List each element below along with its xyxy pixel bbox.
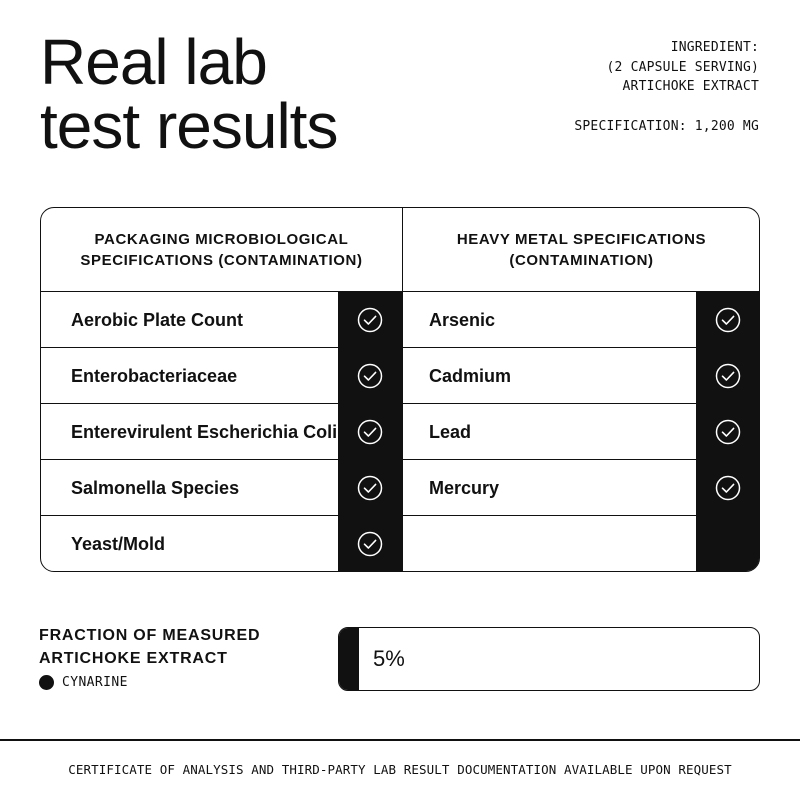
check-cell — [338, 516, 402, 572]
fraction-bar-fill — [339, 628, 359, 690]
microbiological-column — [41, 208, 403, 571]
legend-label: CYNARINE — [62, 675, 128, 690]
check-cell — [696, 348, 760, 403]
check-cell — [338, 404, 402, 459]
heavy-metal-column — [403, 208, 760, 571]
heavy-metal-header: HEAVY METAL SPECIFICATIONS (CONTAMINATION) — [403, 208, 760, 292]
check-circle-icon — [357, 475, 383, 501]
fraction-title — [39, 624, 260, 670]
ingredient-name: ARTICHOKE EXTRACT — [622, 79, 759, 94]
microbiological-header: PACKAGING MICROBIOLOGICAL SPECIFICATIONS (CONTAMINATION) — [41, 208, 402, 292]
fraction-title-line-2: ARTICHOKE EXTRACT — [39, 650, 228, 667]
check-circle-icon — [357, 531, 383, 557]
row-label: Aerobic Plate Count — [71, 309, 244, 330]
fraction-legend — [39, 675, 128, 690]
table-row — [41, 516, 402, 572]
check-circle-icon — [715, 363, 741, 389]
table-row — [41, 404, 402, 460]
check-circle-icon — [357, 419, 383, 445]
table-row — [403, 516, 760, 572]
check-cell — [696, 404, 760, 459]
row-label: Enterobacteriaceae — [71, 365, 238, 386]
heavy-metal-rows — [403, 292, 760, 572]
check-cell — [338, 348, 402, 403]
row-label: Cadmium — [429, 365, 512, 386]
row-label: Lead — [429, 421, 472, 442]
fraction-value: 5% — [373, 646, 405, 671]
row-label: Mercury — [429, 477, 500, 498]
lab-results-table — [40, 207, 760, 572]
check-circle-icon — [715, 419, 741, 445]
fraction-title-line-1: FRACTION OF MEASURED — [39, 627, 261, 644]
table-row — [41, 460, 402, 516]
fraction-bar — [338, 627, 760, 691]
check-circle-icon — [715, 475, 741, 501]
microbiological-rows — [41, 292, 402, 572]
page-title-line-1: Real lab — [40, 26, 267, 98]
check-circle-icon — [357, 307, 383, 333]
check-cell — [338, 460, 402, 515]
table-row — [403, 348, 760, 404]
footer-divider — [0, 739, 800, 741]
ingredient-label: INGREDIENT: — [670, 40, 759, 55]
check-circle-icon — [357, 363, 383, 389]
row-label: Salmonella Species — [71, 477, 240, 498]
check-cell — [696, 292, 760, 347]
check-circle-icon — [715, 307, 741, 333]
row-label: Enterevirulent Escherichia Coli — [71, 421, 338, 442]
footer-note: CERTIFICATE OF ANALYSIS AND THIRD-PARTY LAB RESULT DOCUMENTATION AVAILABLE UPON REQUEST — [68, 762, 732, 777]
serving-size: (2 CAPSULE SERVING) — [606, 59, 759, 75]
ingredient-specification — [574, 38, 759, 136]
table-row — [403, 292, 760, 348]
check-cell — [338, 292, 402, 347]
specification-amount: SPECIFICATION: 1,200 MG — [574, 118, 759, 134]
page-title — [40, 26, 338, 162]
legend-dot-icon — [39, 675, 54, 690]
row-label: Arsenic — [429, 309, 496, 330]
page-title-line-2: test results — [40, 90, 338, 162]
check-cell — [696, 460, 760, 515]
table-row — [403, 460, 760, 516]
table-row — [403, 404, 760, 460]
table-row — [41, 348, 402, 404]
row-label: Yeast/Mold — [71, 534, 166, 554]
table-row — [41, 292, 402, 348]
check-cell — [696, 516, 760, 572]
